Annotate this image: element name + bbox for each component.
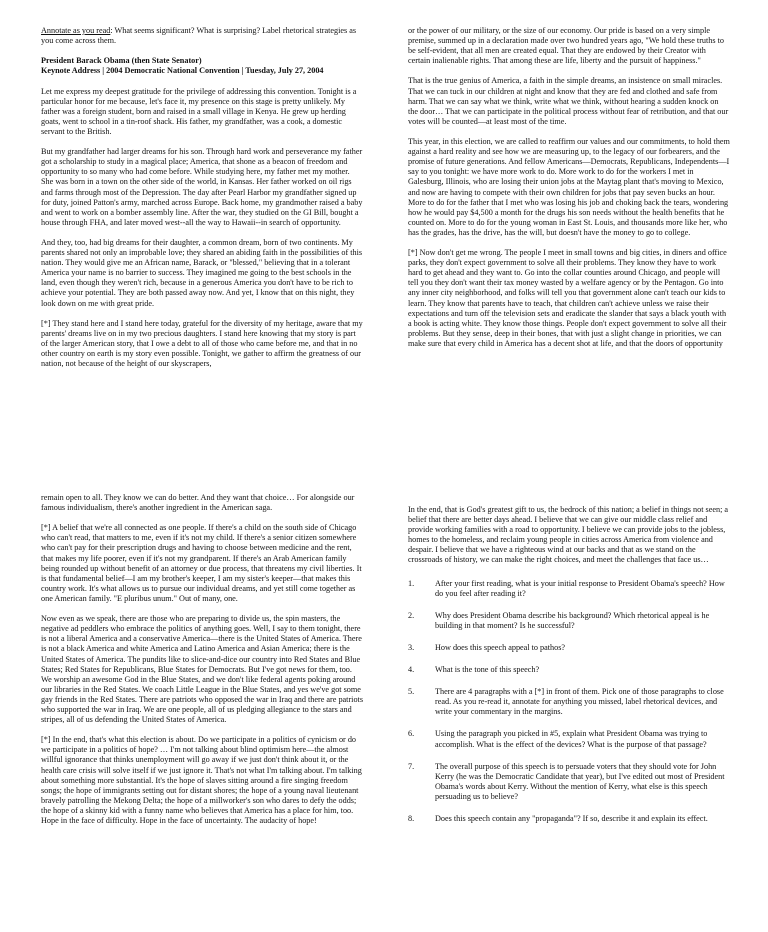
instruction-label: Annotate as you read: [41, 26, 111, 35]
speech-paragraph: or the power of our military, or the size of our economy. Our pride is based on a very simple premise, summed up in a declaration made over two hundred years ago, "We hold these truths to be self-evident, that all men are created equal. That they are endowed by their Creator with certain inalienable rights. That among these are life, liberty and the pursuit of happiness.": [408, 26, 724, 66]
speech-paragraph: Now even as we speak, there are those who are preparing to divide us, the spin masters, the negative ad peddlers who embrace the politics of anything goes. Well, I say to them tonight, there is not a liberal America and a conservative America—there is the United States of America. There is not a black America and white America and Latino America and Asian America; there is the United States of America. The pundits like to slice-and-dice our country into Red States and Blue States; Red States for Republicans, Blue States for Democrats. But I've got news for them, too. We worship an awesome God in the Blue States, and we don't like federal agents poking around our libraries in the Red States. We coach Little League in the Blue States, and yes we've got some gay friends in the Red States. There are patriots who opposed the war in Iraq and there are patriots who supported the war in Iraq. We are one people, all of us pledging allegiance to the stars and stripes, all of us defending the United States of America.: [41, 614, 364, 725]
event-line: Keynote Address | 2004 Democratic National Convention | Tuesday, July 27, 2004: [41, 66, 324, 76]
question-number: 3.: [408, 642, 415, 652]
speech-paragraph: remain open to all. They know we can do better. And they want that choice… For alongside our famous individualism, there's another ingredient in the American saga.: [41, 493, 355, 513]
speech-paragraph: Let me express my deepest gratitude for the privilege of addressing this convention. Tonight is a particular honor for me because, let's face it, my presence on this stage is pretty unlikely. My father was a foreign student, born and raised in a small village in Kenya. He grew up herding goats, went to school in a tin-roof shack. His father, my grandfather, was a cook, a domestic servant to the British.: [41, 86, 357, 136]
question-text: Why does President Obama describe his background? Which rhetorical appeal is he building in that moment? Is he successful?: [435, 610, 710, 630]
question-number: 4.: [408, 665, 415, 675]
speech-paragraph: [*] A belief that we're all connected as one people. If there's a child on the south side of Chicago who can't read, that matters to me, even if it's not my child. If there's a senior citizen somewhere who can't pay for their prescription drugs and having to choose between medicine and the rent, that makes my life poorer, even if it's not my grandparent. If there's an Arab American family being rounded up without benefit of an attorney or due process, that threatens my civil liberties. It is that fundamental belief—I am my brother's keeper, I am my sister's keeper—that makes this country work. It's what allows us to pursue our individual dreams, and yet still come together as one American family. "E pluribus unum." Out of many, one.: [41, 523, 362, 603]
question-item: [408, 611, 730, 631]
speech-paragraph: That is the true genius of America, a faith in the simple dreams, an insistence on small miracles. That we can tuck in our children at night and know that they are fed and clothed and safe from harm. That we can say what we think, write what we think, without hearing a sudden knock on the door… That we can participate in the political process without fear of retribution, and that our votes will be counted—at least most of the time.: [408, 76, 729, 126]
question-item: [408, 687, 730, 717]
question-item: [408, 762, 730, 802]
question-item: [408, 665, 730, 675]
question-number: 7.: [408, 761, 415, 771]
question-text: The overall purpose of this speech is to persuade voters that they should vote for John Kerry (he was the Democratic Candidate that year), but I've edited out most of President Obama's words about Kerry. Without the mention of Kerry, what else is this speech persuading us to believe?: [435, 761, 725, 801]
question-item: [408, 729, 730, 749]
question-item: [408, 643, 730, 653]
question-text: What is the tone of this speech?: [435, 665, 540, 675]
speaker-name: President Barack Obama (then State Senator): [41, 56, 202, 66]
speech-paragraph: But my grandfather had larger dreams for his son. Through hard work and perseverance my father got a scholarship to study in a magical place; America, that shone as a beacon of freedom and opportunity to so many who had come before. While studying here, my father met my mother. She was born in a town on the other side of the world, in Kansas. Her father worked on oil rigs and farms through most of the Depression. The day after Pearl Harbor my grandfather signed up for duty, joined Patton's army, marched across Europe. Back home, my grandmother raised a baby and went to work on a bomber assembly line. After the war, they studied on the GI Bill, bought a house through FHA, and later moved west--all the way to Hawaii--in search of opportunity.: [41, 147, 363, 227]
question-item: [408, 579, 730, 599]
instructions: [41, 26, 363, 46]
speech-paragraph: And they, too, had big dreams for their daughter, a common dream, born of two continents. My parents shared not only an improbable love; they shared an abiding faith in the possibilities of this nation. They would give me an African name, Barack, or "blessed," believing that in a tolerant America your name is no barrier to success. They imagined me going to the best schools in the land, even though they weren't rich, because in a generous America you don't have to be rich to achieve your potential. They are both passed away now. And yet, I know that on this night, they look down on me with great pride.: [41, 237, 363, 308]
speech-heading: [41, 56, 363, 76]
column-bottom-right: [408, 505, 730, 836]
question-number: 6.: [408, 729, 415, 739]
speech-paragraph: [*] In the end, that's what this election is about. Do we participate in a politics of cynicism or do we participate in a politics of hope? … I'm not talking about blind optimism here—the almost willful ignorance that thinks unemployment will go away if we just don't think about it, or the health care crisis will solve itself if we just ignore it. That's not what I'm talking about. I'm talking about something more substantial. It's the hope of slaves sitting around a fire singing freedom songs; the hope of immigrants setting out for distant shores; the hope of a young naval lieutenant bravely patrolling the Mekong Delta; the hope of a millworker's son who dares to defy the odds; the hope of a skinny kid with a funny name who believes that America has a place for him, too. Hope in the face of difficulty. Hope in the face of uncertainty. The audacity of hope!: [41, 735, 362, 825]
question-number: 8.: [408, 813, 415, 823]
question-text: There are 4 paragraphs with a [*] in front of them. Pick one of those paragraphs to close read. As you re-read it, annotate for anything you missed, label rhetorical devices, and write your commentary in the margins.: [435, 687, 724, 717]
speech-paragraph: [*] They stand here and I stand here today, grateful for the diversity of my heritage, aware that my parents' dreams live on in my two precious daughters. I stand here knowing that my story is part of the larger American story, that I owe a debt to all of those who came before me, and that in no other country on earth is my story even possible. Tonight, we gather to affirm the greatness of our nation, not because of the height of our skyscrapers,: [41, 318, 363, 369]
question-text: Using the paragraph you picked in #5, explain what President Obama was trying to accomplish. What is the effect of the devices? What is the purpose of that passage?: [435, 729, 708, 749]
question-number: 5.: [408, 687, 415, 697]
column-top-left: [41, 26, 363, 379]
question-text: How does this speech appeal to pathos?: [435, 642, 566, 652]
speech-paragraph: In the end, that is God's greatest gift to us, the bedrock of this nation; a belief in things not seen; a belief that there are better days ahead. I believe that we can give our middle class relief and provide working families with a road to opportunity. I believe we can provide jobs to the jobless, homes to the homeless, and reclaim young people in cities across America from violence and despair. I believe that we have a righteous wind at our backs and that as we stand on the crossroads of history, we can make the right choices, and meet the challenges that face us…: [408, 505, 729, 565]
speech-paragraph: [*] Now don't get me wrong. The people I meet in small towns and big cities, in diners and office parks, they don't expect government to solve all their problems. They know they have to work hard to get ahead and they want to. Go into the collar counties around Chicago, and people will tell you they don't want their tax money wasted by a welfare agency or by the Pentagon. Go into any inner city neighborhood, and folks will tell you that government alone can't teach our kids to learn. They know that parents have to teach, that children can't achieve unless we raise their expectations and turn off the television sets and eradicate the slander that says a black youth with a book is acting white. They know those things. People don't expect government to solve all their problems. But they sense, deep in their bones, that with just a slight change in priorities, we can make sure that every child in America has a decent shot at life, and that the doors of opportunity: [408, 248, 727, 348]
question-item: [408, 814, 730, 824]
question-number: 1.: [408, 578, 415, 588]
question-number: 2.: [408, 610, 415, 620]
question-text: Does this speech contain any "propaganda"? If so, describe it and explain its effect.: [435, 813, 708, 823]
question-list: [408, 579, 730, 825]
speech-paragraph: This year, in this election, we are called to reaffirm our values and our commitments, to hold them against a hard reality and see how we are measuring up, to the legacy of our forbearers, and the promise of future generations. And fellow Americans—Democrats, Republicans, Independents—I say to you tonight: we have more work to do. More work to do for the workers I met in Galesburg, Illinois, who are losing their union jobs at the Maytag plant that's moving to Mexico, and now are having to compete with their own children for jobs that pay seven bucks an hour. More to do for the father that I met who was losing his job and choking back the tears, wondering how he would pay $4,500 a month for the drugs his son needs without the health benefits that he counted on. More to do for the young woman in East St. Louis, and thousands more like her, who has the grades, has the drive, has the will, but doesn't have the money to go to college.: [408, 137, 730, 237]
instruction-text: : What seems significant? What is surprising? Label rhetorical strategies as you come across them.: [41, 26, 357, 46]
column-top-right: [408, 26, 730, 359]
column-bottom-left: [41, 493, 363, 836]
question-text: After your first reading, what is your initial response to President Obama's speech? How do you feel after reading it?: [435, 578, 725, 598]
